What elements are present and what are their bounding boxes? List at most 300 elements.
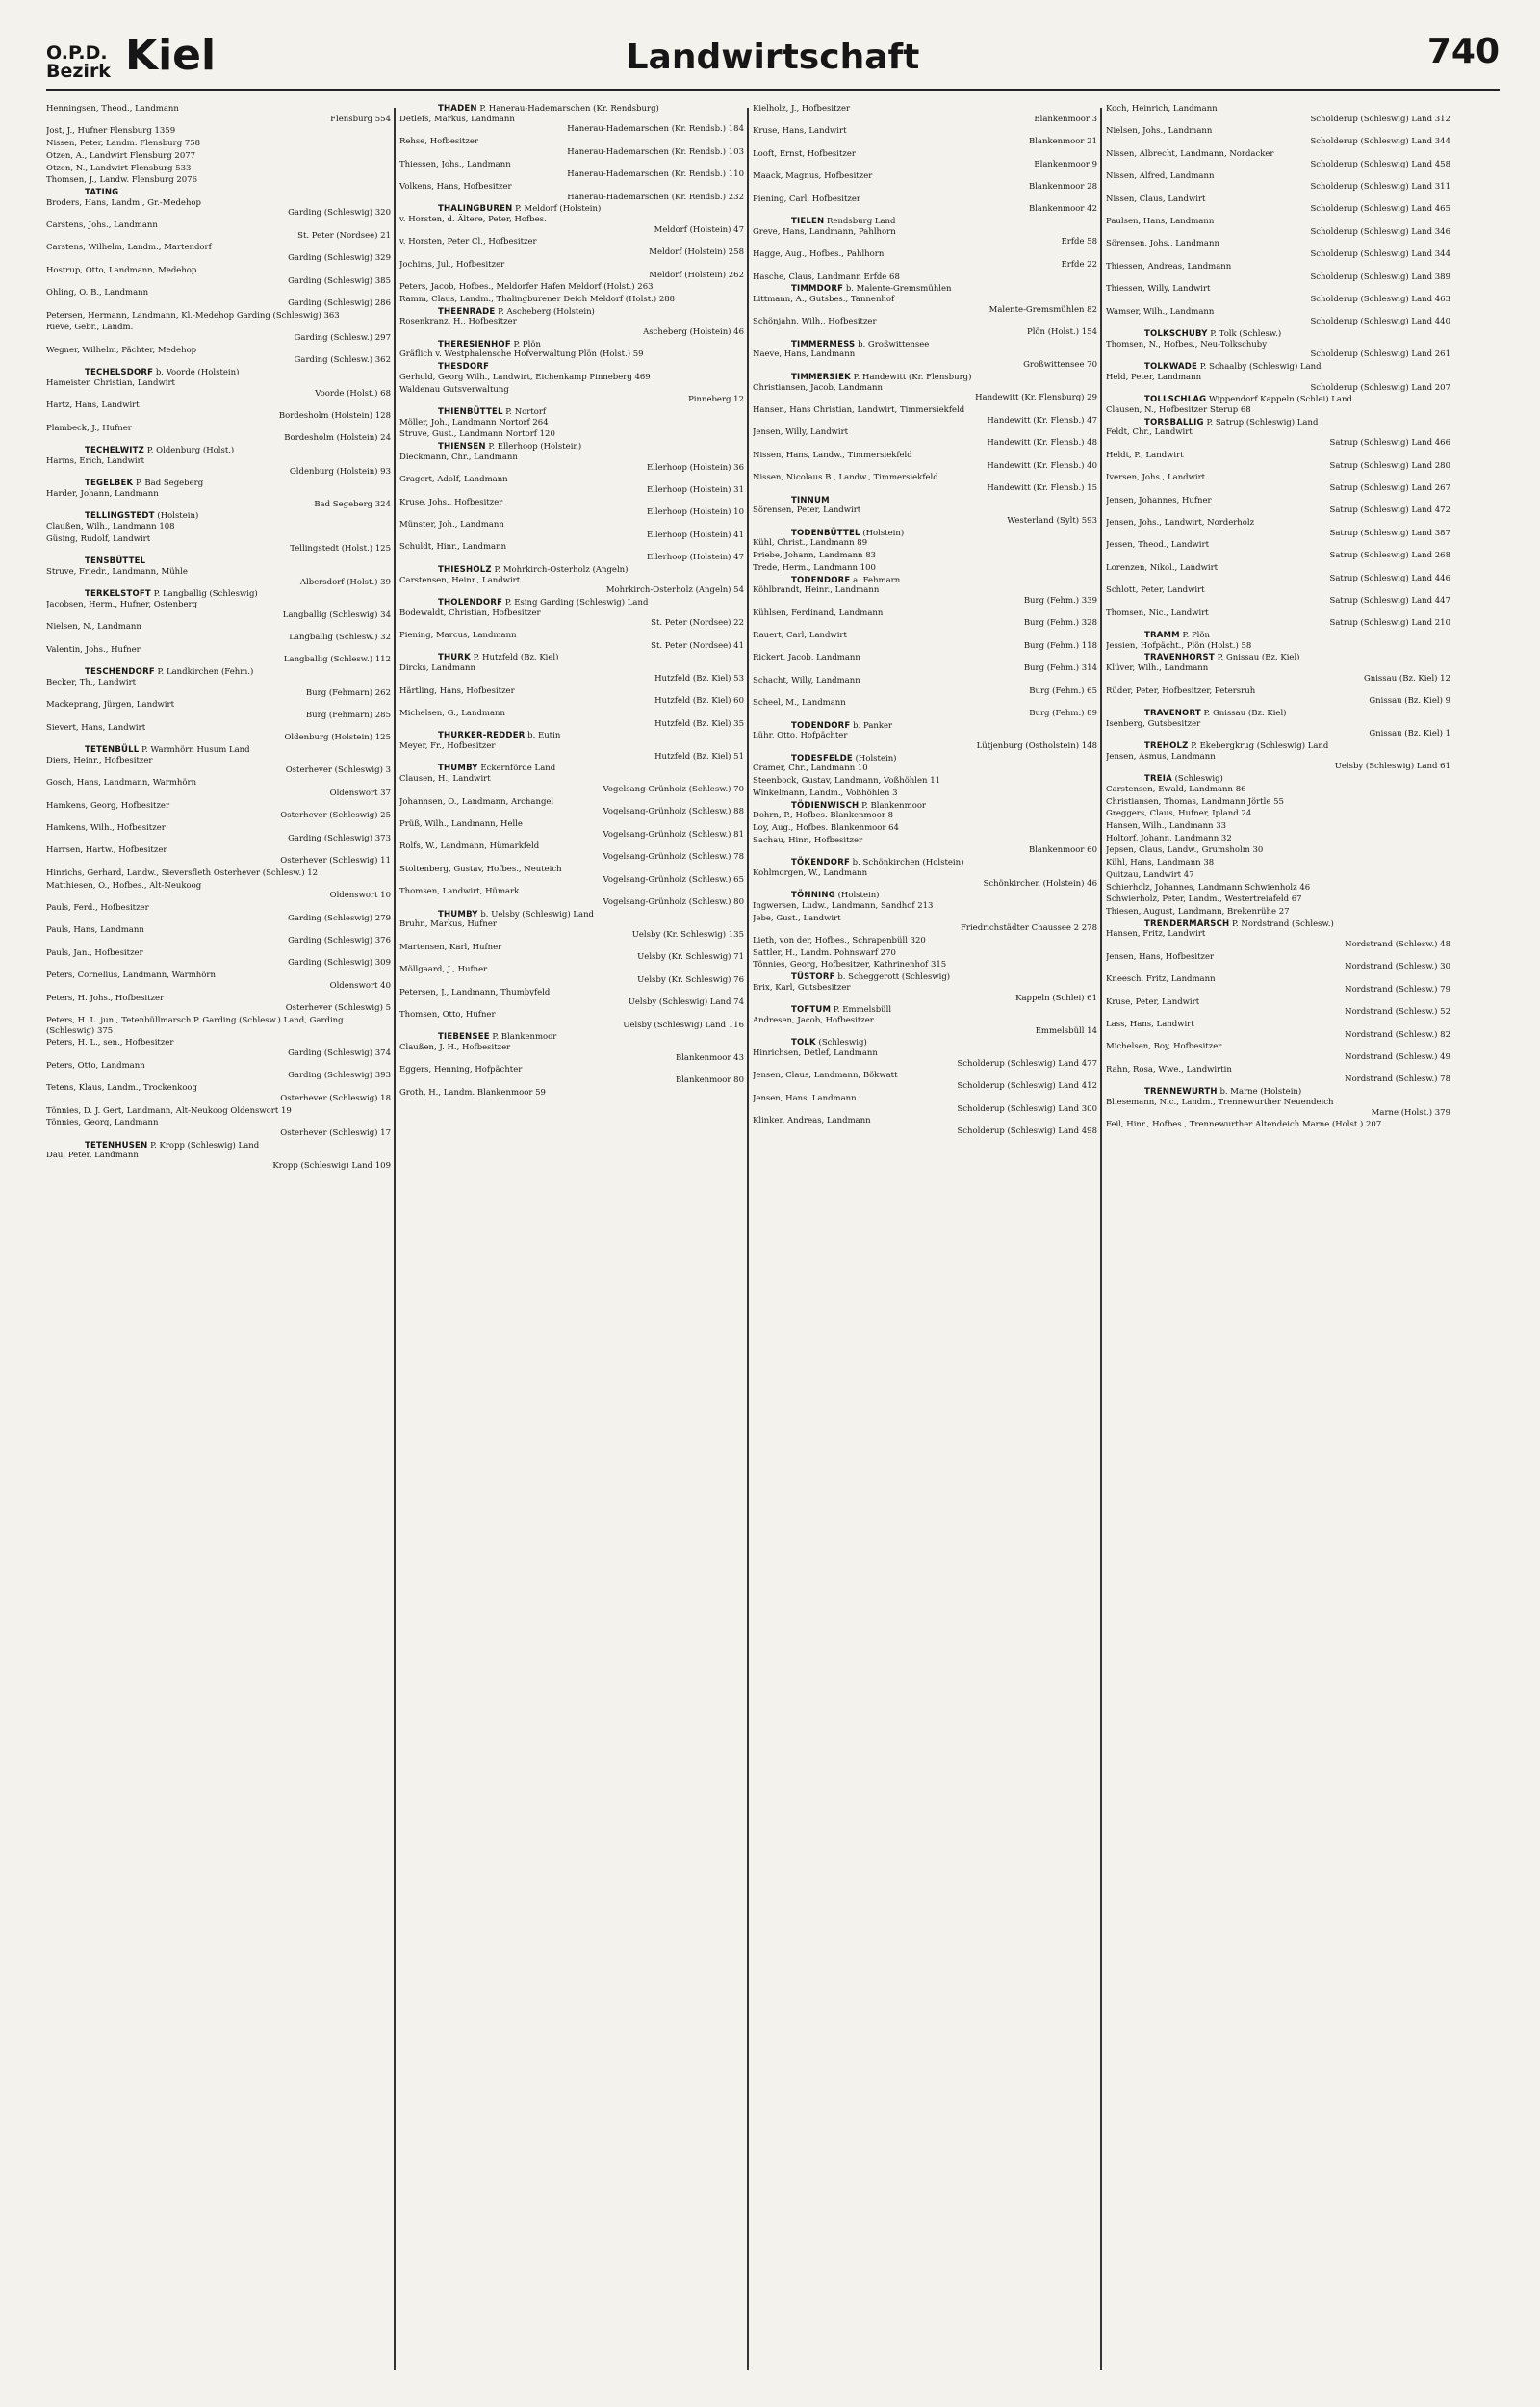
locality-name: TECHELSDORF [85,368,154,378]
directory-entry [399,819,744,840]
entry-name: Jensen, Willy, Landwirt [753,427,849,438]
locality-heading [1106,418,1450,428]
directory-entry [1106,307,1450,327]
entry-name: Gragert, Adolf, Landmann [399,475,508,485]
directory-entry [1106,1065,1450,1085]
entry-name: Matthiesen, O., Hofbes., Alt-Neukoog [46,880,202,891]
directory-entry [399,215,744,235]
directory-entry [46,175,391,186]
locality-postal-info: P. Esing Garding (Schleswig) Land [504,597,649,608]
entry-name: Rauert, Carl, Landwirt [753,631,847,641]
entry-name: Henningsen, Theod., Landmann [46,104,179,114]
directory-entry [46,139,391,149]
entry-phone: Schönkirchen (Holstein) 46 [983,878,1097,889]
entry-name: Eggers, Henning, Hofpächter [399,1065,523,1075]
page-number: 740 [1426,32,1500,71]
entry-name: Jost, J., Hufner Flensburg 1359 [46,126,176,137]
entry-name: Hameister, Christian, Landwirt [46,377,175,388]
entry-phone: Ellerhoop (Holstein) 31 [647,484,744,495]
entry-phone: Vogelsang-Grünholz (Schlesw.) 88 [603,807,744,817]
directory-entry [46,401,391,421]
locality-section [1106,631,1450,651]
column-1 [46,104,391,2376]
entry-name: Lorenzen, Nikol., Landwirt [1106,562,1219,573]
entry-name: Jensen, Hans, Hofbesitzer [1106,951,1215,962]
directory-entry [753,823,1097,834]
locality-heading [46,556,391,567]
locality-heading [46,511,391,522]
entry-name: Hansen, Fritz, Landwirt [1106,929,1206,940]
entry-name: Petersen, J., Landmann, Thumbyfeld [399,987,551,997]
directory-entry [399,349,744,360]
locality-postal-info: b. Schönkirchen (Holstein) [852,858,964,868]
locality-postal-info: P. Plön [1182,631,1210,641]
entry-name: Jensen, Johs., Landwirt, Norderholz [1106,518,1255,529]
directory-entry [753,194,1097,215]
entry-phone: Burg (Fehm.) 314 [1023,663,1097,674]
locality-postal-info: P. Satrup (Schleswig) Land [1206,417,1319,427]
directory-entry [46,1016,391,1036]
locality-heading [399,731,744,741]
directory-entry [753,764,1097,774]
locality-heading [1106,653,1450,663]
city-name: Kiel [125,31,217,80]
entry-phone: Scholderup (Schleswig) Land 440 [1310,317,1450,327]
entry-name: Hostrup, Otto, Landmann, Medehop [46,265,197,275]
entry-name: Rieve, Gebr., Landm. [46,323,134,333]
directory-entry [1106,585,1450,606]
directory-entry [753,349,1097,370]
entry-phone: Uelsby (Schleswig) Land 61 [1334,762,1450,772]
entry-phone: Albersdorf (Holst.) 39 [299,577,391,587]
directory-entry [1106,171,1450,192]
entry-name: Jochims, Jul., Hofbesitzer [399,259,505,270]
directory-entry [46,845,391,866]
entry-phone: Blankenmoor 43 [675,1052,744,1063]
entry-name: Piening, Marcus, Landmann [399,631,517,641]
entry-name: Ingwersen, Ludw., Landmann, Sandhof 213 [753,900,934,911]
entry-phone: Scholderup (Schleswig) Land 498 [957,1126,1097,1136]
directory-entry [46,378,391,399]
locality-section [399,104,744,202]
entry-name: Dau, Peter, Landmann [46,1151,139,1161]
locality-postal-info: a. Fehmarn [853,575,901,585]
locality-name: TREIA [1144,774,1172,785]
locality-section [753,529,1097,574]
directory-entry [46,600,391,620]
entry-phone: Blankenmoor 80 [675,1075,744,1086]
locality-section [399,910,744,1031]
entry-phone: Langballig (Schleswig) 34 [282,609,391,620]
directory-entry [1106,686,1450,707]
entry-name: Koch, Heinrich, Landmann [1106,104,1218,114]
locality-section [753,972,1097,1003]
entry-name: Paulsen, Hans, Landmann [1106,217,1215,227]
entry-name: Volkens, Hans, Hofbesitzer [399,181,512,192]
entry-name: Dircks, Landmann [399,663,475,674]
entry-name: Rahn, Rosa, Wwe., Landwirtin [1106,1064,1232,1074]
locality-heading [753,858,1097,868]
entry-name: Lass, Hans, Landwirt [1106,1019,1194,1029]
directory-entry [753,295,1097,315]
locality-name: TRENDERMARSCH [1144,919,1230,929]
entry-name: Feil, Hinr., Hofbes., Trennewurther Altendeich Marne (Holst.) 207 [1106,1120,1382,1130]
entry-name: Harder, Johann, Landmann [46,488,159,499]
entry-name: Schwierholz, Peter, Landm., Westertreiafeld 67 [1106,894,1302,905]
locality-heading [753,1005,1097,1016]
directory-entry [1106,496,1450,516]
entry-name: Thomsen, N., Hofbes., Neu-Tolkschuby [1106,339,1268,349]
locality-section [46,368,391,444]
entry-name: Sörensen, Peter, Landwirt [753,505,861,516]
directory-entry [1106,641,1450,652]
directory-entry [1106,405,1450,416]
directory-entry [753,317,1097,337]
entry-name: Naeve, Hans, Landmann [753,349,856,360]
entry-name: Schacht, Willy, Landmann [753,675,860,686]
entry-phone: Scholderup (Schleswig) Land 344 [1310,137,1450,147]
locality-heading [46,479,391,489]
directory-entry [753,936,1097,946]
entry-phone: Garding (Schleswig) 385 [288,275,391,286]
entry-phone: Malente-Gremsmühlen 82 [988,304,1097,315]
entry-phone: Nordstrand (Schlesw.) 49 [1345,1052,1450,1063]
locality-heading [753,576,1097,586]
entry-name: Maack, Magnus, Hofbesitzer [753,171,873,182]
locality-name: TOLLSCHLAG [1144,395,1207,405]
page-title: Landwirtschaft [626,38,920,77]
directory-entry [753,901,1097,912]
locality-name: TREHOLZ [1144,741,1189,752]
directory-entry [1106,149,1450,169]
locality-name: TÜSTORF [791,972,835,983]
entry-name: Kruse, Peter, Landwirt [1106,996,1200,1007]
entry-phone: Nordstrand (Schlesw.) 82 [1345,1029,1450,1040]
entry-phone: Langballig (Schlesw.) 112 [283,655,391,665]
entry-phone: Burg (Fehm.) 118 [1023,640,1097,651]
locality-name: TRENNEWURTH [1144,1087,1218,1098]
locality-heading [753,721,1097,732]
directory-entry [753,551,1097,561]
entry-name: Nissen, Peter, Landm. Flensburg 758 [46,139,201,149]
locality-name: THIENBÜTTEL [438,406,503,417]
locality-postal-info: P. Hutzfeld (Bz. Kiel) [473,653,559,663]
directory-entry [399,919,744,940]
entry-name: Mackeprang, Jürgen, Landwirt [46,700,174,711]
entry-name: Hamkens, Georg, Hofbesitzer [46,800,170,811]
entry-name: Möller, Joh., Landmann Nortorf 264 [399,417,549,427]
entry-phone: Burg (Fehm.) 65 [1029,686,1097,696]
locality-postal-info: P. Oldenburg (Holst.) [146,446,235,456]
locality-postal-info: P. Nortorf [505,406,547,417]
locality-section [753,1038,1097,1136]
district-label-line1: O.P.D. [46,42,108,64]
entry-name: Jensen, Hans, Landmann [753,1093,857,1103]
entry-name: Gosch, Hans, Landmann, Warmhörn [46,778,197,789]
directory-entry [1106,785,1450,795]
entry-phone: Satrup (Schleswig) Land 472 [1329,505,1450,516]
locality-name: TETENBÜLL [85,745,140,756]
directory-entry [1106,797,1450,808]
locality-heading [753,891,1097,901]
locality-heading [399,442,744,453]
entry-phone: Vogelsang-Grünholz (Schlesw.) 78 [603,852,744,863]
entry-name: Pauls, Hans, Landmann [46,925,144,936]
entry-name: Winkelmann, Landm., Voßhöhlen 3 [753,788,898,798]
directory-entry [46,243,391,263]
entry-name: Otzen, A., Landwirt Flensburg 2077 [46,150,196,161]
locality-section [753,284,1097,338]
locality-name: TATING [85,187,119,197]
directory-entry [1106,1120,1450,1130]
entry-phone: Friedrichstädter Chaussee 2 278 [960,923,1097,934]
directory-entry [1106,340,1450,360]
locality-section [753,858,1097,889]
directory-entry [46,868,391,879]
directory-entry [1106,608,1450,629]
entry-phone: Garding (Schleswig) 376 [288,936,391,946]
directory-entry [399,576,744,596]
entry-name: Brix, Karl, Gutsbesitzer [753,982,851,993]
entry-name: Schlott, Peter, Landwirt [1106,585,1205,596]
page-header [46,29,1500,91]
locality-postal-info: Eckernförde Land [480,764,556,774]
directory-entry [399,453,744,473]
entry-phone: Oldenswort 40 [329,980,391,991]
directory-entry [399,295,744,305]
locality-postal-info: P. Ascheberg (Holstein) [498,306,595,317]
directory-entry [46,522,391,532]
locality-section [399,407,744,440]
entry-name: Kohlmorgen, W., Landmann [753,867,868,878]
entry-name: Ramm, Claus, Landm., Thalingburener Deich Meldorf (Holst.) 288 [399,294,676,304]
locality-postal-info: P. Mohrkirch-Osterholz (Angeln) [494,564,629,575]
locality-section [46,446,391,477]
entry-name: Sachau, Hinr., Hofbesitzer [753,835,863,845]
entry-name: Köhlbrandt, Heinr., Landmann [753,585,880,596]
directory-entry [46,266,391,286]
directory-entry [1106,518,1450,538]
locality-heading [46,1141,391,1152]
locality-heading [399,204,744,215]
locality-postal-info: Rendsburg Land [827,217,896,227]
locality-heading [399,407,744,418]
directory-entry [1106,870,1450,881]
entry-name: Greve, Hans, Landmann, Pahlhorn [753,226,896,237]
entry-phone: Uelsby (Kr. Schleswig) 71 [637,952,744,963]
directory-entry [753,676,1097,696]
entry-name: Quitzau, Landwirt 47 [1106,869,1194,880]
entry-name: Stoltenberg, Gustav, Hofbes., Neuteich [399,864,562,874]
entry-phone: Flensburg 554 [330,114,391,124]
locality-heading [46,446,391,456]
locality-postal-info: P. Langballig (Schleswig) [153,589,258,600]
locality-postal-info: (Holstein) [862,528,905,538]
entry-phone: Scholderup (Schleswig) Land 465 [1310,204,1450,215]
entry-name: Schierholz, Johannes, Landmann Schwienholz 46 [1106,882,1311,893]
entry-phone: Kropp (Schleswig) Land 109 [272,1161,391,1172]
entry-phone: Hanerau-Hademarschen (Kr. Rendsb.) 184 [567,124,744,135]
entry-name: Härtling, Hans, Hofbesitzer [399,686,515,696]
entry-phone: Gnissau (Bz. Kiel) 1 [1369,729,1450,739]
locality-heading [399,1032,744,1043]
locality-section [399,764,744,907]
locality-section [46,1141,391,1172]
locality-heading [1106,741,1450,752]
entry-name: Holtorf, Johann, Landmann 32 [1106,833,1232,843]
entry-phone: Westerland (Sylt) 593 [1007,516,1097,527]
entry-name: Bruhn, Markus, Hufner [399,919,497,930]
locality-section [753,217,1097,282]
entry-phone: Blankenmoor 42 [1028,204,1097,215]
directory-entry [753,914,1097,934]
locality-heading [46,188,391,198]
entry-phone: Pinneberg 12 [688,395,744,405]
entry-phone: Bad Segeberg 324 [314,499,391,509]
entry-phone: Erfde 22 [1061,259,1097,270]
entry-name: Clausen, H., Landwirt [399,774,491,785]
locality-heading [753,496,1097,506]
entry-name: Kruse, Hans, Landwirt [753,126,847,137]
directory-entry [46,801,391,821]
entry-name: Martensen, Karl, Hufner [399,942,502,952]
locality-postal-info: P. Emmelsbüll [833,1005,892,1016]
locality-heading [399,307,744,318]
directory-entry [46,456,391,477]
directory-entry [46,1061,391,1081]
entry-phone: Gnissau (Bz. Kiel) 12 [1363,673,1450,684]
locality-heading [399,598,744,608]
directory-entry [753,538,1097,549]
entry-phone: Burg (Fehmarn) 262 [305,687,391,698]
entry-phone: Osterhever (Schleswig) 3 [285,765,391,776]
entry-name: Peters, H. L., sen., Hofbesitzer [46,1038,174,1048]
locality-section [753,754,1097,799]
entry-name: Kühl, Christ., Landmann 89 [753,538,868,549]
directory-entry [399,841,744,862]
locality-postal-info: (Holstein) [855,753,897,764]
entry-name: Jacobsen, Herm., Hufner, Ostenberg [46,599,198,609]
locality-name: TECHELWITZ [85,446,145,456]
directory-entry [399,943,744,963]
entry-name: Gräflich v. Westphalensche Hofverwaltung Plön (Holst.) 59 [399,349,644,360]
entry-phone: Hanerau-Hademarschen (Kr. Rendsb.) 110 [567,169,744,180]
entry-name: Hartz, Hans, Landwirt [46,401,140,411]
locality-section [46,188,391,366]
entry-phone: Handewitt (Kr. Flensb.) 47 [987,415,1097,426]
locality-name: TERKELSTOFT [85,589,151,600]
entry-name: Struve, Gust., Landmann Nortorf 120 [399,429,555,440]
entry-name: Sievert, Hans, Landwirt [46,722,146,733]
entry-phone: Nordstrand (Schlesw.) 52 [1345,1007,1450,1018]
entry-phone: Lütjenburg (Ostholstein) 148 [976,741,1097,752]
locality-name: THIESHOLZ [438,564,492,575]
entry-phone: Meldorf (Holstein) 258 [649,247,744,258]
entry-phone: Garding (Schleswig) 393 [288,1071,391,1081]
locality-section [399,653,744,729]
entry-name: Littmann, A., Gutsbes., Tannenhof [753,294,895,304]
directory-entry [1106,997,1450,1018]
locality-postal-info: P. Blankenmoor [492,1032,557,1043]
entry-phone: Tellingstedt (Holst.) 125 [290,544,391,555]
entry-phone: Blankenmoor 9 [1034,159,1097,169]
directory-entry [399,686,744,707]
entry-name: Jensen, Johannes, Hufner [1106,495,1212,505]
entry-name: Schuldt, Hinr., Landmann [399,542,507,553]
directory-entry [753,272,1097,283]
entry-name: Rehse, Hofbesitzer [399,137,478,147]
entry-phone: Scholderup (Schleswig) Land 312 [1310,114,1450,124]
entry-name: Scheel, M., Landmann [753,698,846,709]
directory-entry [753,585,1097,606]
locality-section [753,104,1097,215]
locality-name: TEGELBEK [85,479,134,489]
locality-name: TOLKSCHUBY [1144,329,1208,340]
locality-postal-info: P. Blankenmoor [861,800,926,811]
locality-section [753,1005,1097,1036]
entry-name: Thomsen, Landwirt, Hümark [399,887,520,897]
column-4 [1106,104,1450,2376]
locality-heading [46,745,391,756]
directory-entry [1106,373,1450,393]
locality-name: THURKER-REDDER [438,731,526,741]
directory-entry [753,983,1097,1003]
entry-name: Kneesch, Fritz, Landmann [1106,974,1216,985]
entry-phone: Ellerhoop (Holstein) 10 [647,507,744,518]
entry-name: Diers, Heinr., Hofbesitzer [46,755,153,765]
directory-entry [1106,1020,1450,1040]
entry-phone: Satrup (Schleswig) Land 268 [1329,551,1450,561]
locality-postal-info: (Schleswig) [1174,774,1223,785]
locality-section [1106,362,1450,393]
locality-postal-info: Wippendorf Kappeln (Schlei) Land [1209,395,1352,405]
entry-name: Looft, Ernst, Hofbesitzer [753,148,856,159]
entry-phone: Uelsby (Kr. Schleswig) 76 [637,974,744,985]
locality-heading [399,565,744,576]
entry-name: Hamkens, Wilh., Hofbesitzer [46,823,166,833]
locality-name: TÖDIENWISCH [791,800,860,811]
locality-name: TORSBALLIG [1144,417,1204,427]
entry-name: Bliesemann, Nic., Landm., Trennewurther Neuendeich [1106,1097,1334,1107]
directory-entry [399,887,744,907]
directory-entry [1106,1042,1450,1062]
directory-entry [46,489,391,509]
locality-section [46,667,391,743]
locality-heading [399,764,744,774]
entry-name: Carstens, Wilhelm, Landm., Martendorf [46,243,212,253]
entry-name: Nissen, Nicolaus B., Landw., Timmersiekfeld [753,473,938,483]
directory-entry [399,475,744,495]
entry-name: Jebe, Gust., Landwirt [753,913,841,923]
directory-entry [753,451,1097,471]
directory-entry [399,137,744,157]
directory-entry [1106,907,1450,918]
entry-phone: Blankenmoor 21 [1028,137,1097,147]
locality-section [1106,395,1450,415]
entry-name: Greggers, Claus, Hufner, Ipland 24 [1106,809,1252,819]
entry-name: Hansen, Wilh., Landmann 33 [1106,821,1227,831]
directory-entry [753,836,1097,856]
entry-name: v. Horsten, Peter Cl., Hofbesitzer [399,237,537,247]
locality-name: TODENDORF [791,575,851,585]
entry-phone: Vogelsang-Grünholz (Schlesw.) 80 [603,896,744,907]
directory-entry [753,1071,1097,1091]
entry-phone: Uelsby (Kr. Schleswig) 135 [631,930,744,941]
entry-name: v. Horsten, d. Ältere, Peter, Hofbes. [399,215,547,225]
locality-section [753,801,1097,857]
entry-phone: Hanerau-Hademarschen (Kr. Rendsb.) 232 [567,192,744,202]
directory-entry [753,171,1097,192]
